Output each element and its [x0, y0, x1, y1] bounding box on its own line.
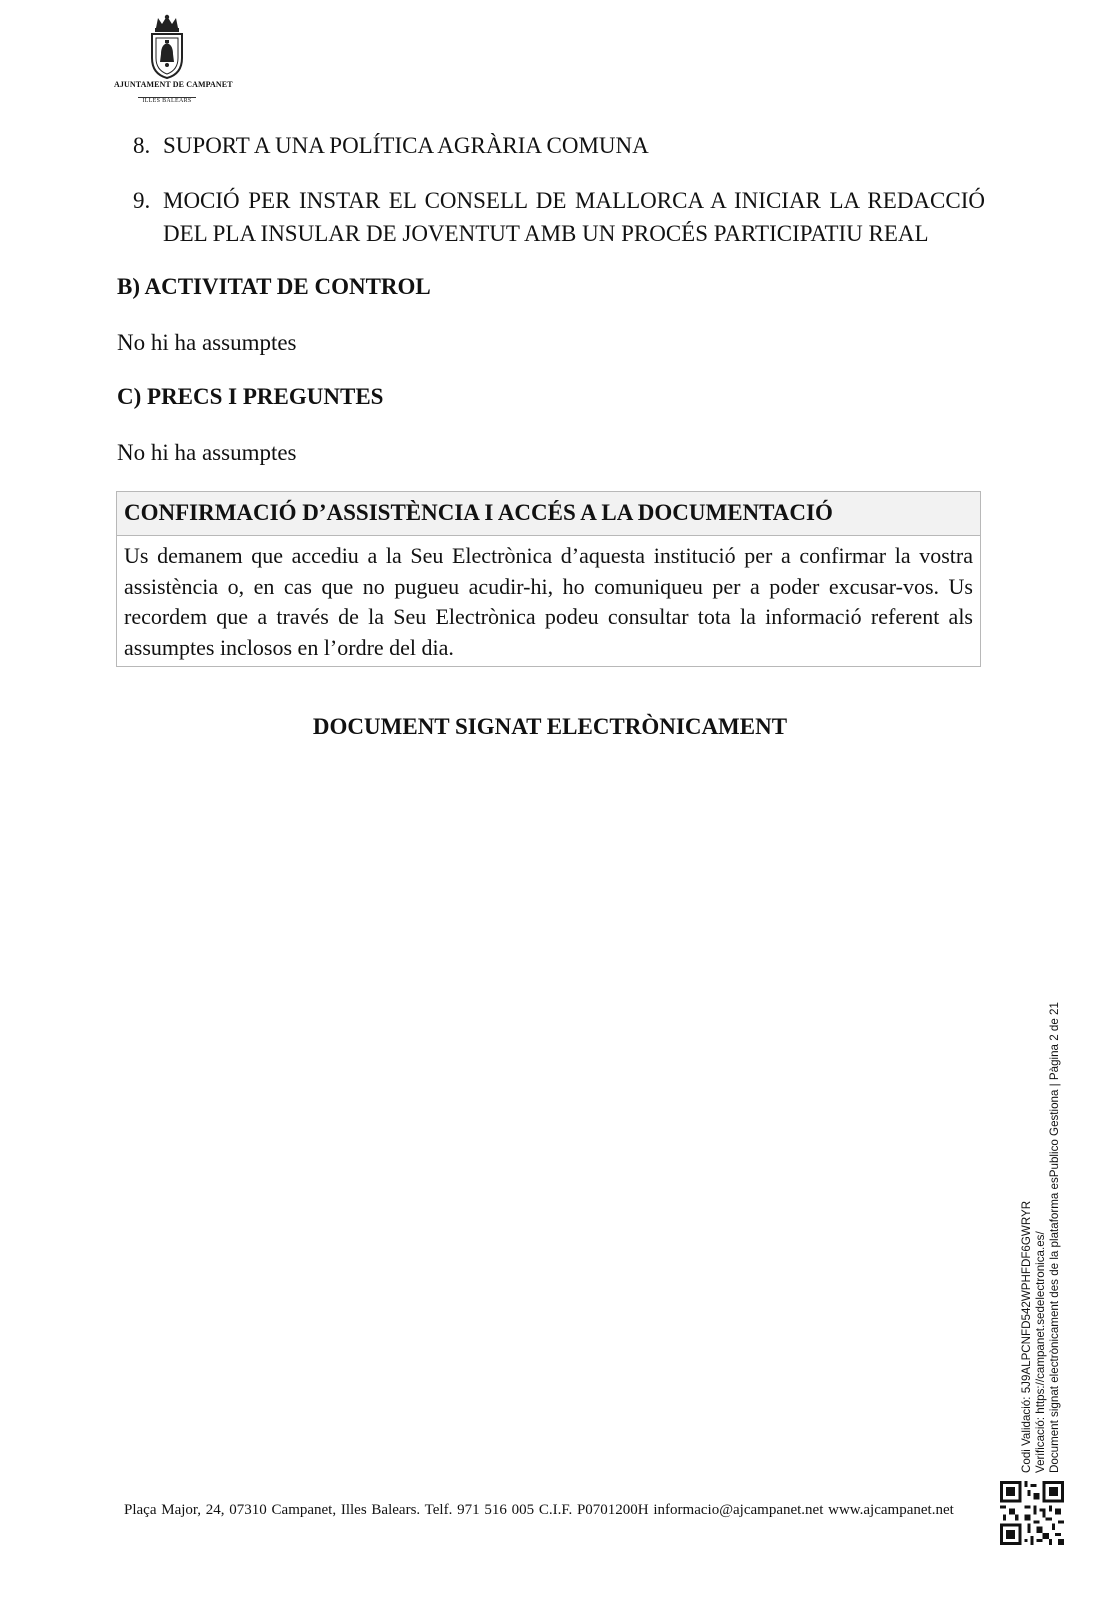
attendance-notice-box	[116, 491, 981, 667]
list-item-number: 8.	[133, 133, 151, 158]
platform-page-info: Document signat electrònicament des de la plataforma esPublico Gestiona | Pàgina 2 de 21	[1048, 1002, 1061, 1473]
logo-name: AJUNTAMENT DE CAMPANET	[114, 80, 233, 89]
qr-code-icon	[1000, 1481, 1064, 1545]
validation-sidebar	[1020, 1003, 1068, 1473]
logo-subtitle: ILLES BALEARS	[138, 97, 195, 104]
section-heading-questions: C) PRECS I PREGUNTES	[117, 384, 384, 409]
section-text-control: No hi ha assumptes	[117, 330, 297, 355]
notice-title: CONFIRMACIÓ D’ASSISTÈNCIA I ACCÉS A LA DOCUMENTACIÓ	[117, 492, 980, 536]
list-item-text: SUPORT A UNA POLÍTICA AGRÀRIA COMUNA	[163, 133, 649, 158]
footer-address: Plaça Major, 24, 07310 Campanet, Illes Balears. Telf. 971 516 005 C.I.F. P0701200H informacio@ajcampanet.net www.ajcampanet.net	[124, 1502, 954, 1518]
list-item-number: 9.	[133, 188, 151, 213]
validation-code: Codi Validació: 5J9ALPCNFD542WPHFDF6GWRYR	[1020, 1200, 1033, 1473]
list-item-text: MOCIÓ PER INSTAR EL CONSELL DE MALLORCA A INICIAR LA REDACCIÓ DEL PLA INSULAR DE JOVENTUT AMB UN PROCÉS PARTICIPATIU REAL	[163, 188, 985, 246]
municipal-logo	[114, 14, 233, 110]
section-heading-control: B) ACTIVITAT DE CONTROL	[117, 274, 431, 299]
coat-of-arms-icon	[144, 14, 190, 80]
verification-url: Verificació: https://campanet.sedelectronica.es/	[1034, 1231, 1047, 1473]
notice-body: Us demanem que accediu a la Seu Electrònica d’aquesta institució per a confirmar la vostra assistència o, en cas que no pugueu acudir-hi, ho comuniqueu per a poder excusar-vos. Us recordem que a través de la Seu Electrònica podeu consultar tota la informació referent als assumptes inclosos en l’ordre del dia.	[124, 543, 973, 660]
signed-statement: DOCUMENT SIGNAT ELECTRÒNICAMENT	[312, 714, 788, 739]
section-text-questions: No hi ha assumptes	[117, 440, 297, 465]
